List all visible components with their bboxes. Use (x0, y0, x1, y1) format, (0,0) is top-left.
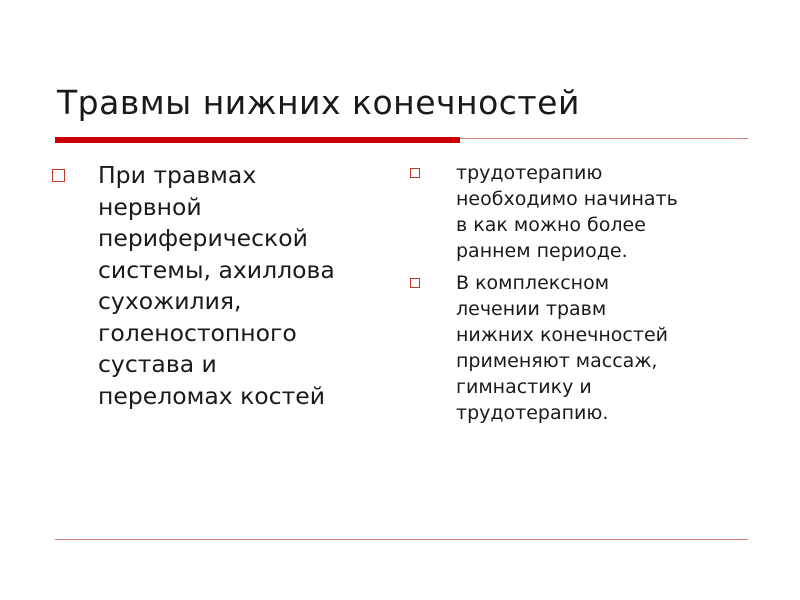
text-line: трудотерапию (456, 162, 603, 184)
left-bullet-item (52, 160, 397, 412)
text-line: трудотерапию. (456, 402, 609, 424)
hollow-square-bullet-icon (52, 169, 65, 182)
right-bullet-item (410, 270, 755, 426)
title-underline-accent (55, 137, 460, 143)
text-line: применяют массаж, (456, 350, 658, 372)
slide-title: Травмы нижних конечностей (57, 83, 580, 122)
text-line: сухожилия, (98, 287, 242, 315)
text-line: лечении травм (456, 298, 607, 320)
bottom-divider (55, 539, 748, 540)
bullet-text (98, 160, 397, 412)
title-underline-rule (460, 138, 748, 139)
text-line: нервной (98, 192, 202, 221)
text-line: сустава и (98, 350, 217, 378)
text-line: В комплексном (456, 272, 610, 294)
text-line: периферической (98, 224, 308, 252)
text-line: При травмах (98, 161, 257, 189)
text-line: системы, ахиллова (98, 255, 335, 284)
hollow-square-bullet-icon (410, 168, 420, 178)
text-line: нижних конечностей (456, 324, 668, 346)
left-column (52, 160, 397, 412)
bullet-text (456, 160, 755, 264)
text-line: раннем периоде. (456, 240, 628, 262)
text-line: в как можно более (456, 214, 646, 236)
right-column (410, 160, 755, 432)
bullet-text (456, 270, 755, 426)
text-line: переломах костей (98, 381, 326, 410)
hollow-square-bullet-icon (410, 278, 420, 288)
right-bullet-item (410, 160, 755, 264)
text-line: гимнастику и (456, 376, 592, 398)
text-line: голеностопного (98, 318, 297, 347)
text-line: необходимо начинать (456, 188, 678, 210)
